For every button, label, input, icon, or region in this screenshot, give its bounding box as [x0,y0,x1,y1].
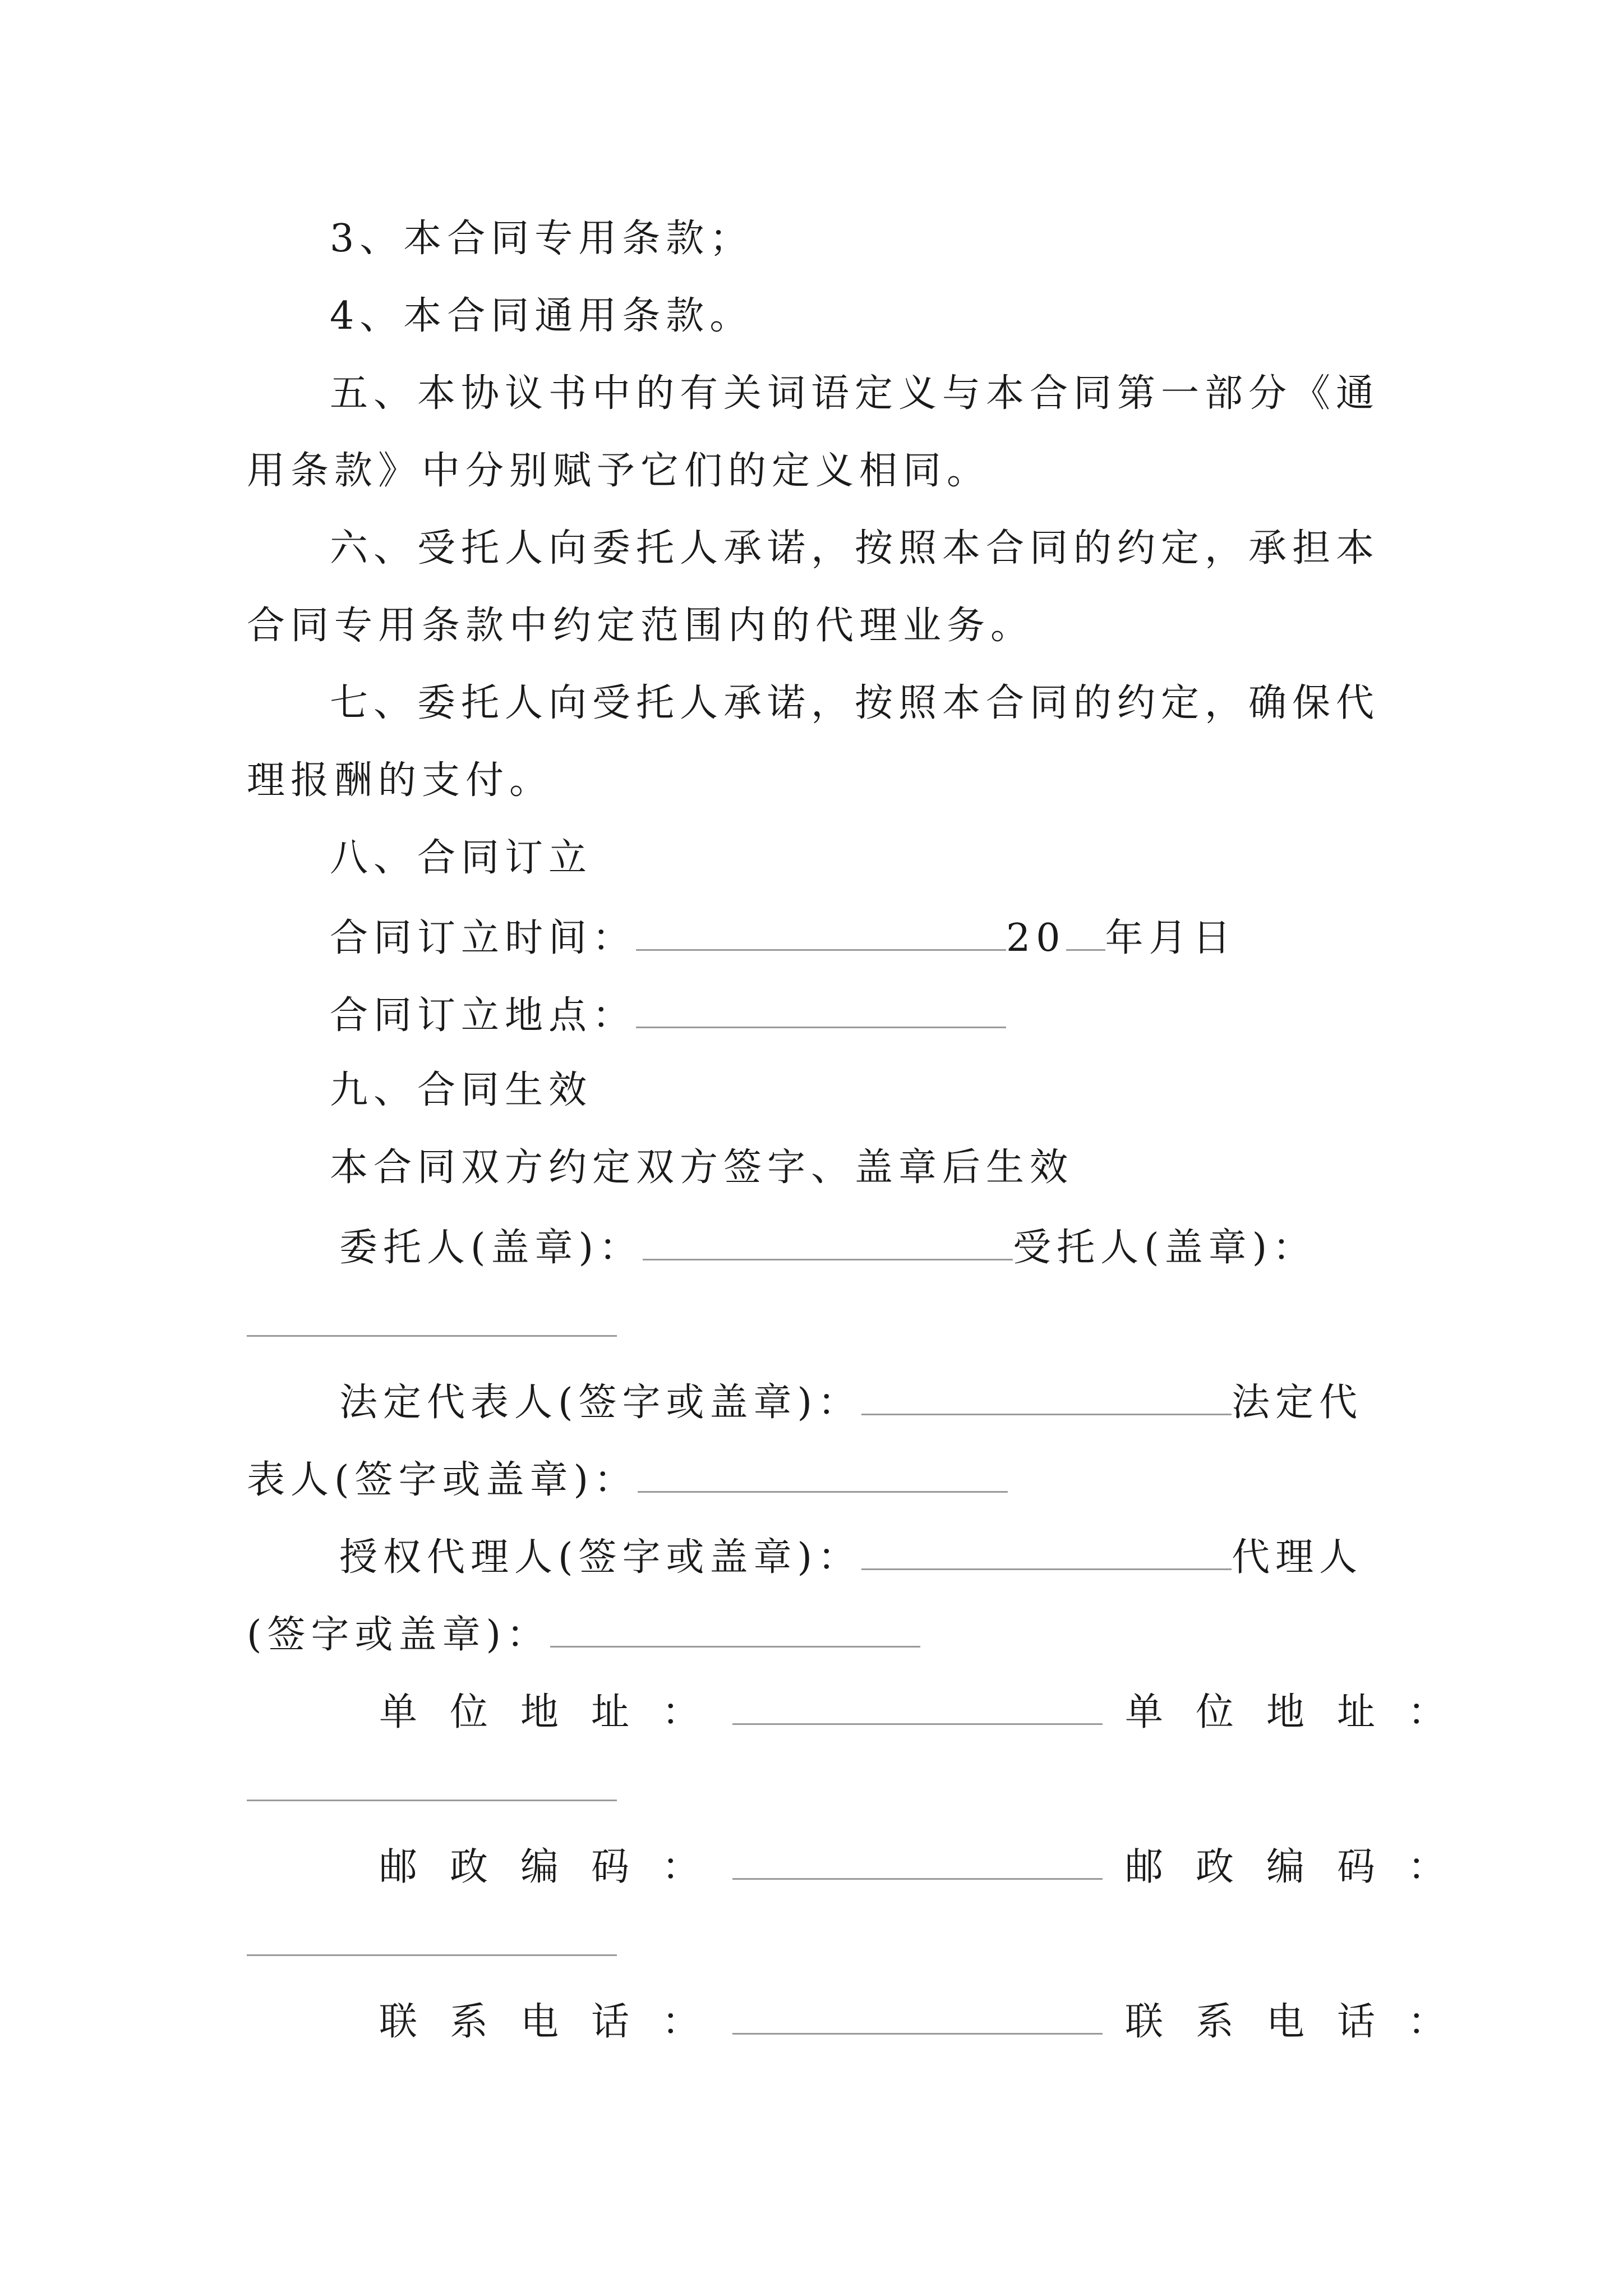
sign-time-field[interactable] [636,917,1006,951]
client-seal-field[interactable] [643,1226,1013,1260]
phone-colon-2: ： [1408,2000,1452,2044]
sign-place-label: 合同订立地点： [330,993,637,1038]
client-seal-label: 委托人(盖章)： [339,1226,643,1270]
clause-5-line-2: 用条款》中分别赋予它们的定义相同。 [247,449,991,493]
sign-place-field[interactable] [636,994,1006,1028]
clause-7-line-2: 理报酬的支付。 [247,758,554,803]
address-colon-1: ： [662,1690,733,1734]
sign-time-label: 合同订立时间： [330,916,637,960]
phone-colon-1: ： [662,2000,733,2044]
agent-seal-label: 受托人(盖章)： [1013,1226,1317,1270]
legal-rep-field-2[interactable] [638,1458,1008,1493]
item-4: 4、本合同通用条款。 [330,294,754,338]
auth-agent-row [339,1535,1363,1580]
address-field-2[interactable] [247,1800,617,1801]
address-field-1[interactable] [732,1691,1103,1725]
clause-8-title: 八、合同订立 [330,836,593,880]
phone-label-2: 联系电话 [1125,2000,1408,2044]
clause-9-title: 九、合同生效 [330,1068,593,1112]
legal-rep-label-1: 法定代表人(签字或盖章)： [339,1381,862,1425]
auth-agent-field[interactable] [861,1536,1232,1570]
postcode-label-1: 邮政编码 [379,1845,662,1889]
sign-time-year-prefix: 20 [1006,916,1066,960]
postcode-colon-1: ： [662,1845,733,1889]
address-label-1: 单位地址 [379,1690,662,1734]
agent-person-label-a: 代理人 [1232,1535,1363,1580]
phone-field-1[interactable] [732,2000,1103,2035]
legal-rep-field-1[interactable] [861,1381,1232,1415]
address-label-2: 单位地址 [1125,1690,1408,1734]
legal-rep-row-2 [247,1458,1008,1502]
legal-rep-label-2a: 法定代 [1232,1381,1363,1425]
postcode-label-2: 邮政编码 [1125,1845,1408,1889]
clause-6-line-2: 合同专用条款中约定范围内的代理业务。 [247,604,1035,648]
clause-5-line-1: 五、本协议书中的有关词语定义与本合同第一部分《通 [330,371,1380,416]
postcode-row [379,1846,1451,1887]
sign-time-year-field[interactable] [1066,917,1105,951]
sign-place-row [330,993,1006,1038]
address-colon-2: ： [1408,1690,1452,1734]
effective-text: 本合同双方约定双方签字、盖章后生效 [330,1145,1074,1190]
postcode-field-1[interactable] [732,1846,1103,1880]
item-3: 3、本合同专用条款； [330,217,754,261]
legal-rep-label-2b: 表人(签字或盖章)： [247,1458,638,1502]
legal-rep-row [339,1381,1363,1425]
postcode-field-2[interactable] [247,1954,617,1956]
postcode-colon-2: ： [1408,1845,1452,1889]
seal-row [339,1226,1317,1270]
auth-agent-label: 授权代理人(签字或盖章)： [339,1535,862,1580]
sign-time-row [330,917,1237,958]
sign-time-date-suffix: 年月日 [1105,916,1237,960]
clause-6-line-1: 六、受托人向委托人承诺，按照本合同的约定，承担本 [330,526,1380,570]
agent-person-field[interactable] [550,1613,920,1648]
agent-person-row-2 [247,1613,920,1657]
clause-7-line-1: 七、委托人向受托人承诺，按照本合同的约定，确保代 [330,681,1380,725]
agent-seal-field[interactable] [247,1335,617,1337]
agent-person-label-b: (签字或盖章)： [247,1613,551,1657]
phone-row [379,2000,1452,2044]
address-row [379,1691,1451,1732]
phone-label-1: 联系电话 [379,2000,662,2044]
